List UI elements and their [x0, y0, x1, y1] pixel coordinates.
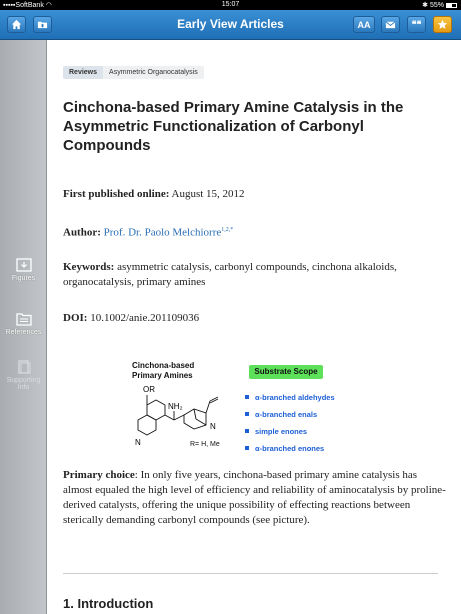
star-icon — [437, 19, 448, 30]
envelope-icon — [385, 19, 396, 30]
nav-title: Early View Articles — [177, 17, 284, 31]
sidebar-item-references[interactable]: References — [0, 312, 47, 336]
cite-button[interactable]: ❝❝ — [407, 16, 426, 33]
clock: 15:07 — [221, 1, 240, 8]
bluetooth-icon: ✱ — [422, 2, 429, 9]
graphical-abstract[interactable] — [132, 361, 377, 456]
author-link[interactable]: Prof. Dr. Paolo Melchiorre — [103, 226, 222, 239]
battery-status: ✱ 55% — [422, 1, 457, 9]
references-icon — [16, 312, 32, 326]
substrate-scope-badge: Substrate Scope — [249, 365, 323, 379]
scope-item: α-branched aldehydes — [245, 389, 335, 406]
supporting-info-icon — [16, 360, 32, 374]
section-divider — [63, 573, 438, 574]
nav-bar — [0, 10, 461, 40]
article-content — [48, 40, 461, 614]
figure-title: Cinchona-based Primary Amines — [132, 361, 195, 380]
carrier-label: ▪▪▪▪▪SoftBank ◠ — [3, 2, 52, 9]
font-size-button[interactable]: AA — [353, 16, 375, 33]
favorite-button[interactable] — [433, 16, 452, 33]
substrate-scope-list — [245, 389, 335, 457]
battery-icon — [446, 3, 457, 8]
figure-caption: Primary choice: In only five years, cinchona-based primary amine catalysis has almost equaled the high level of efficiency and reliability of aminocatalysis by proline-derived catalysts, offering the unique possibility of effecting reactions between sterically demanding carbonyl compounds (see picture). — [63, 469, 446, 526]
figures-icon — [16, 258, 32, 272]
doi-line: DOI: 10.1002/anie.201109036 — [63, 312, 200, 324]
email-button[interactable] — [381, 16, 400, 33]
author-line: Author: Prof. Dr. Paolo Melchiorre$^{1,2,*}$ — [63, 226, 234, 239]
sidebar-item-supporting-info[interactable]: Supporting Info — [0, 360, 47, 391]
article-title: Cinchona-based Primary Amine Catalysis in the Asymmetric Functionalization of Carbonyl Compounds — [63, 99, 404, 154]
topic-tag[interactable]: Asymmetric Organocatalysis — [103, 66, 204, 79]
catalyst-structure-diagram — [132, 383, 242, 458]
or-label: OR — [143, 385, 155, 394]
sidebar-item-figures[interactable]: Figures — [0, 258, 47, 282]
scope-item: α-branched enones — [245, 440, 335, 457]
left-sidebar — [0, 40, 47, 614]
section-tag[interactable]: Reviews — [63, 66, 103, 79]
breadcrumb — [63, 66, 204, 79]
r-group-label: R= H, Me — [190, 441, 220, 448]
scope-item: α-branched enals — [245, 406, 335, 423]
signal-icon: ▪▪▪▪▪ — [3, 2, 16, 9]
quinoline-n-label: N — [135, 438, 141, 447]
status-bar — [0, 0, 461, 10]
nh2-label: NH₂ — [168, 402, 183, 411]
doi-value[interactable]: 10.1002/anie.201109036 — [90, 312, 200, 324]
keywords-line: Keywords: asymmetric catalysis, carbonyl compounds, cinchona alkaloids, organocatalysis, primary amines — [63, 261, 397, 288]
scope-item: simple enones — [245, 423, 335, 440]
quinuclidine-n-label: N — [210, 422, 216, 431]
published-line: First published online: August 15, 2012 — [63, 188, 245, 200]
wifi-icon: ◠ — [45, 2, 52, 9]
section-heading: 1. Introduction — [63, 596, 154, 611]
